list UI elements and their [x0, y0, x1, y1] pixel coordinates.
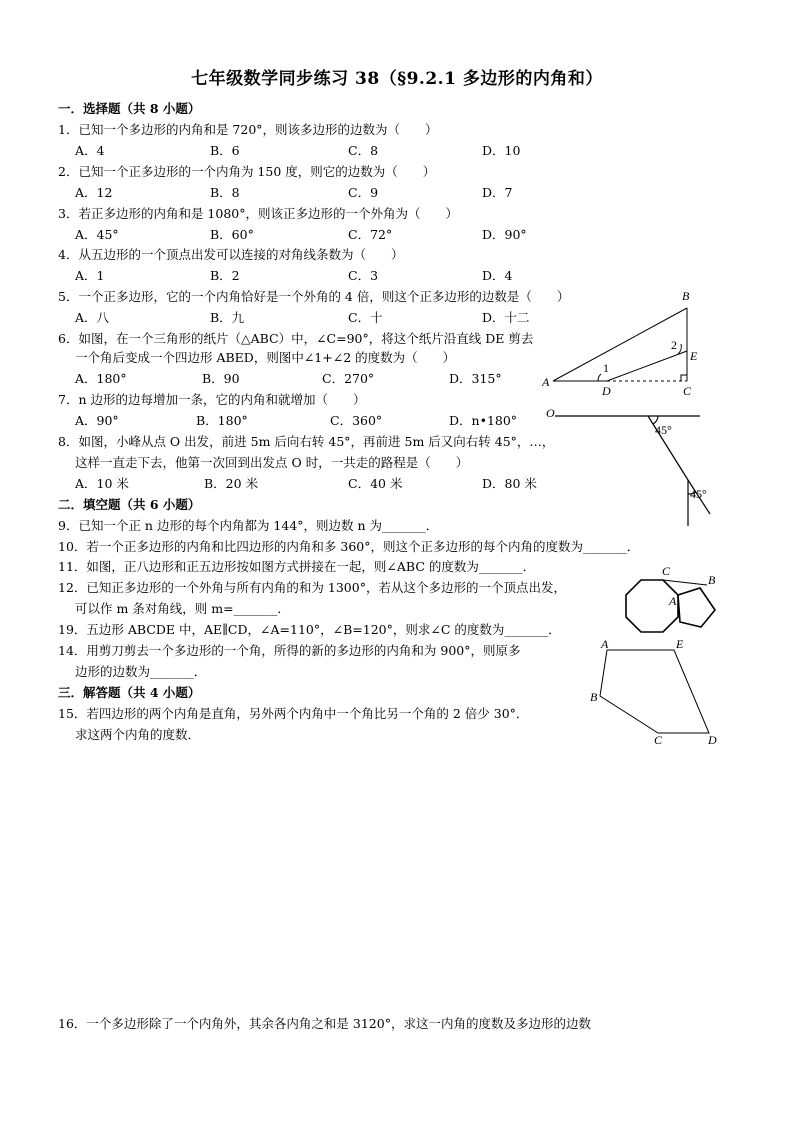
figure-q8-path [540, 402, 730, 532]
question-12-line-2: 可以作 m 条对角线，则 m=_______． [75, 601, 290, 616]
q3-option-c: C．72° [348, 227, 393, 242]
label-e: E [690, 349, 698, 363]
q4-option-c: C．3 [348, 268, 379, 283]
figure-q6-triangle [540, 286, 710, 401]
question-11: 11．如图，正八边形和正五边形按如图方式拼接在一起，则∠ABC 的度数为_______． [58, 559, 536, 574]
q3-option-a: A．45° [75, 227, 119, 242]
label-e: E [676, 637, 684, 651]
question-12-line-1: 12．已知正多边形的一个外角与所有内角的和为 1300°，若从这个多边形的一个顶点出发， [58, 580, 566, 595]
question-4: 4．从五边形的一个顶点出发可以连接的对角线条数为（ ） [58, 247, 404, 262]
q7-option-d: D．n•180° [449, 413, 518, 428]
question-15-line-2: 求这两个内角的度数． [75, 727, 201, 742]
question-14-line-1: 14．用剪刀剪去一个多边形的一个角，所得的新的多边形的内角和为 900°，则原多 [58, 643, 521, 658]
section-choice-heading: 一．选择题（共 8 小题） [58, 101, 201, 116]
question-9: 9．已知一个正 n 边形的每个内角都为 144°，则边数 n 为_______． [58, 518, 439, 533]
q5-option-c: C．十 [348, 310, 383, 325]
label-a: A [669, 594, 677, 608]
question-10: 10．若一个正多边形的内角和比四边形的内角和多 360°，则这个正多边形的每个内角的度数为_______． [58, 539, 640, 554]
label-d: D [602, 384, 611, 398]
question-5: 5．一个正多边形，它的一个内角恰好是一个外角的 4 倍，则这个正多边形的边数是（ ） [58, 289, 570, 304]
q6-option-a: A．180° [75, 371, 127, 386]
q1-option-d: D．10 [482, 143, 521, 158]
q8-option-b: B．20 米 [204, 476, 259, 491]
q5-option-a: A．八 [75, 310, 110, 325]
figure-q11-octagon-pentagon [618, 564, 728, 644]
question-8-line-2: 这样一直走下去，他第一次回到出发点 O 时，一共走的路程是（ ） [75, 455, 469, 470]
angle-2-label: 2 [671, 338, 677, 352]
q1-option-c: C．8 [348, 143, 379, 158]
q5-option-d: D．十二 [482, 310, 530, 325]
q5-option-b: B．九 [210, 310, 245, 325]
q7-option-c: C．360° [330, 413, 383, 428]
point-o-label: O [546, 406, 555, 420]
question-6-line-2: 一个角后变成一个四边形 ABED，则图中∠1+∠2 的度数为（ ） [75, 350, 456, 365]
q3-option-b: B．60° [210, 227, 254, 242]
label-a: A [601, 637, 609, 651]
page-title: 七年级数学同步练习 38（§9.2.1 多边形的内角和） [191, 69, 603, 89]
question-16: 16．一个多边形除了一个内角外，其余各内角之和是 3120°，求这一内角的度数及多边形的边数 [58, 1016, 591, 1031]
q7-option-a: A．90° [75, 413, 119, 428]
q4-option-d: D．4 [482, 268, 513, 283]
question-15-line-1: 15．若四边形的两个内角是直角，另外两个内角中一个角比另一个角的 2 倍少 30°． [58, 706, 529, 721]
question-1: 1．已知一个多边形的内角和是 720°，则该多边形的边数为（ ） [58, 122, 438, 137]
label-a: A [542, 375, 550, 389]
q6-option-d: D．315° [449, 371, 502, 386]
q7-option-b: B．180° [196, 413, 248, 428]
angle-1-label: 1 [603, 361, 609, 375]
label-d: D [708, 733, 717, 747]
q4-option-b: B．2 [210, 268, 240, 283]
q4-option-a: A．1 [75, 268, 105, 283]
q6-option-b: B．90 [202, 371, 240, 386]
section-fill-heading: 二．填空题（共 6 小题） [58, 497, 201, 512]
question-8-line-1: 8．如图，小峰从点 O 出发，前进 5m 后向右转 45°，再前进 5m 后又向右转 45°，…， [58, 434, 555, 449]
q2-option-c: C．9 [348, 185, 379, 200]
figure-q19-pentagon [588, 637, 728, 748]
q8-option-a: A．10 米 [75, 476, 129, 491]
section-solve-heading: 三．解答题（共 4 小题） [58, 685, 201, 700]
question-14-line-2: 边形的边数为_______． [75, 664, 207, 679]
question-2: 2．已知一个正多边形的一个内角为 150 度，则它的边数为（ ） [58, 164, 436, 179]
q2-option-a: A．12 [75, 185, 113, 200]
question-3: 3．若正多边形的内角和是 1080°，则该正多边形的一个外角为（ ） [58, 206, 458, 221]
question-6-line-1: 6．如图，在一个三角形的纸片（△ABC）中，∠C=90°，将这个纸片沿直线 DE 剪去 [58, 331, 534, 346]
q1-option-a: A．4 [75, 143, 105, 158]
label-b: B [708, 573, 716, 587]
q2-option-b: B．8 [210, 185, 240, 200]
label-b: B [682, 289, 690, 303]
turn-angle-2: 45° [690, 487, 707, 501]
turn-angle-1: 45° [655, 423, 672, 437]
label-c: C [654, 733, 663, 747]
q8-option-d: D．80 米 [482, 476, 537, 491]
question-19: 19．五边形 ABCDE 中，AE∥CD，∠A=110°，∠B=120°，则求∠C 的度数为_______． [58, 622, 561, 637]
question-7: 7．n 边形的边每增加一条，它的内角和就增加（ ） [58, 392, 366, 407]
label-c: C [683, 384, 692, 398]
q3-option-d: D．90° [482, 227, 527, 242]
label-b: B [590, 690, 598, 704]
q2-option-d: D．7 [482, 185, 513, 200]
q8-option-c: C．40 米 [348, 476, 403, 491]
q1-option-b: B．6 [210, 143, 240, 158]
label-c: C [662, 564, 671, 578]
q6-option-c: C．270° [322, 371, 375, 386]
